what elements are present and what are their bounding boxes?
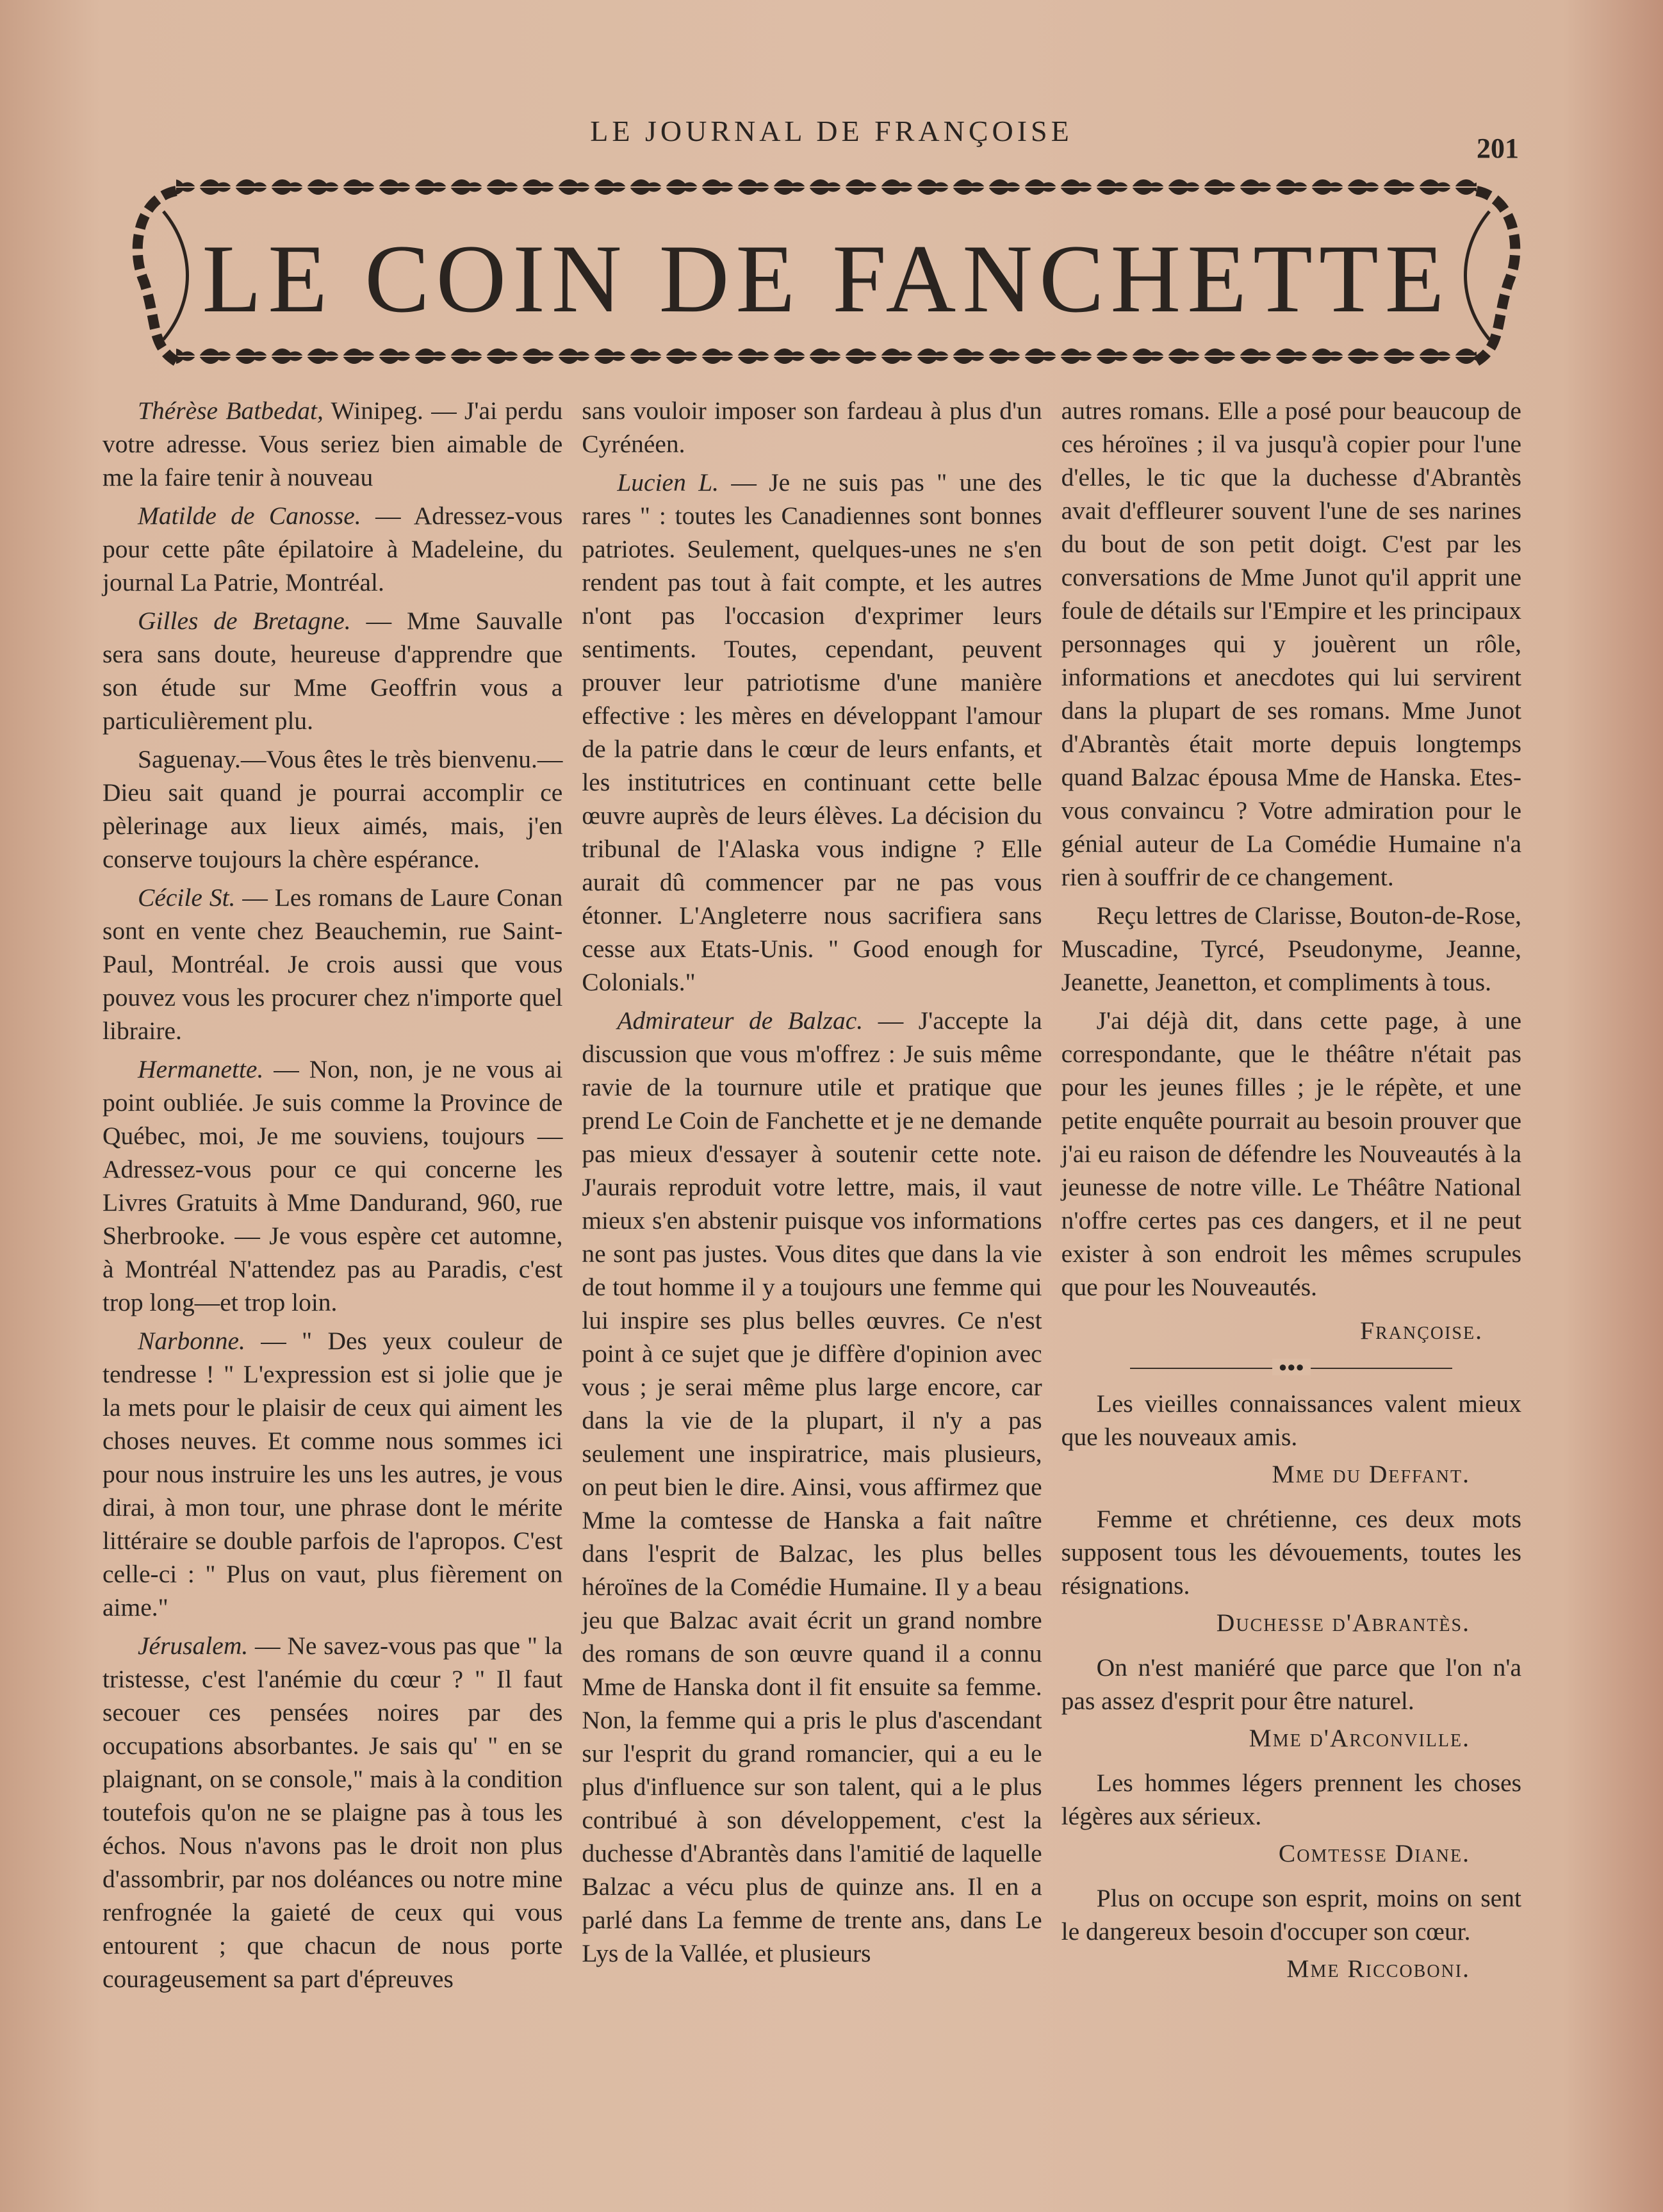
reply-paragraph: J'ai déjà dit, dans cette page, à une correspondante, que le théâtre n'était pas pour les jeunes filles ; je le répète, et une petite enquête pourrait au besoin prouver que j'ai eu raison de défendre les Nouveautés à la jeunesse de notre ville. Le Théâtre National n'offre certes pas ces dangers, et il ne peut exister à son endroit les mêmes scrupules que pour les Nouveautés. xyxy=(1061,1006,1521,1301)
reply-paragraph: Narbonne. — " Des yeux couleur de tendresse ! " L'expression est si jolie que je la mets pour le plaisir de ceux qui aiment les choses neuves. Et comme nous sommes ici pour nous instruire les uns les autres, je vous dirai, à mon tour, une phrase dont le mérite littéraire se double parfois de l'apropos. C'est celle-ci : " Plus on vaut, plus fièrement on aime." xyxy=(102,1327,563,1621)
reply-paragraph: autres romans. Elle a posé pour beaucoup de ces héroïnes ; il va jusqu'à copier pour l'une d'elles, le tic que la duchesse d'Abrantès avait d'effleurer souvent l'une de ses narines du bout de son petit doigt. C'est par les conversations de Mme Junot qu'il apprit une foule de détails sur l'Empire et les principaux personnages qui y jouèrent un rôle, informations et anecdotes qui lui servirent dans la plupart de ses romans. Mme Junot d'Abrantès était morte depuis longtemps quand Balzac épousa Mme de Hanska. Etes-vous convaincu ? Votre admiration pour le génial auteur de La Comédie Humaine n'a rien à souffrir de ce changement. xyxy=(1061,397,1521,891)
quote-text: On n'est maniéré que parce que l'on n'a pas assez d'esprit pour être naturel. xyxy=(1061,1653,1521,1715)
quote-text: Plus on occupe son esprit, moins on sent le dangereux besoin d'occuper son cœur. xyxy=(1061,1884,1521,1946)
reply-paragraph: Saguenay.—Vous êtes le très bienvenu.—Dieu sait quand je pourrai accomplir ce pèlerinage aux lieux aimés, mais, j'en conserve toujours la chère espérance. xyxy=(102,745,563,873)
column-3 xyxy=(1061,394,1521,2117)
reply-paragraph: Gilles de Bretagne. — Mme Sauvalle sera sans doute, heureuse d'apprendre que son étude sur Mme Geoffrin vous a particulièrement plu. xyxy=(102,607,563,735)
quote-author: Comtesse Diane. xyxy=(1278,1839,1470,1867)
quote-author: Mme d'Arconville. xyxy=(1249,1724,1470,1752)
ornament-divider xyxy=(1130,1359,1452,1375)
signature: Françoise. xyxy=(1360,1316,1483,1345)
reply-paragraph: Admirateur de Balzac. — J'accepte la discussion que vous m'offrez : Je suis même ravie de la tournure utile et pratique que prend Le Coin de Fanchette et je ne demande pas mieux d'essayer à soutenir cette note. J'aurais reproduit votre lettre, mais, il vaut mieux s'en abstenir puisque vos informations ne sont pas justes. Vous dites que dans la vie de tout homme il y a toujours une femme qui lui inspire ses plus belles œuvres. Ce n'est point à ce sujet que je diffère d'opinion avec vous ; je serai même plus large encore, car dans la vie de la plupart, il n'y a pas seulement une inspiratrice, mais plusieurs, on peut bien le dire. Ainsi, vous affirmez que Mme la comtesse de Hanska a fait naître dans l'esprit de Balzac, les plus belles héroïnes de la Comédie Humaine. Il y a beau jeu que Balzac avait écrit un grand nombre des romans de son œuvre quand il a connu Mme de Hanska dont il fit ensuite sa femme. Non, la femme qui a pris le plus d'ascendant sur l'esprit du grand romancier, qui a eu le plus d'influence sur son talent, qui a le plus contribué à son développement, c'est la duchesse d'Abrantès dans l'amitié de laquelle Balzac a vécu plus de quinze ans. Il en a parlé dans La femme de trente ans, dans Le Lys de la Vallée, et plusieurs xyxy=(582,1006,1042,1967)
reply-paragraph: Jérusalem. — Ne savez-vous pas que " la tristesse, c'est l'anémie du cœur ? " Il faut secouer ces pensées noires par des occupations absorbantes. Je sais qu' " en se plaignant, on se console," mais à la condition toutefois qu'on ne se plaigne pas à tous les échos. Nous n'avons pas le droit non plus d'assombrir, par nos doléances ou notre mine renfrognée la gaieté de ceux qui vous entourent ; que chacun de nous porte courageusement sa part d'épreuves xyxy=(102,1632,563,1993)
column-1 xyxy=(102,394,562,2117)
quote-author: Mme Riccoboni. xyxy=(1286,1954,1470,1983)
column-2 xyxy=(582,394,1042,2117)
title-banner xyxy=(125,173,1528,384)
quote-text: Les hommes légers prennent les choses légères aux sérieux. xyxy=(1061,1769,1521,1830)
quote-text: Les vieilles connaissances valent mieux que les nouveaux amis. xyxy=(1061,1389,1521,1451)
quote-author: Mme du Deffant. xyxy=(1272,1460,1470,1488)
reply-paragraph: Matilde de Canosse. — Adressez-vous pour cette pâte épilatoire à Madeleine, du journal La Patrie, Montréal. xyxy=(102,502,563,596)
reply-paragraph: Lucien L. — Je ne suis pas " une des rares " : toutes les Canadiennes sont bonnes patriotes. Seulement, quelques-unes ne s'en rendent pas tout à fait compte, et les autres n'ont pas l'occasion d'exprimer leurs sentiments. Toutes, cependant, peuvent prouver leur patriotisme d'une manière effective : les mères en développant l'amour de la patrie dans le cœur de leurs enfants, et les institutrices en continuant cette belle œuvre auprès de leurs élèves. La décision du tribunal de l'Alaska vous indigne ? Elle aurait dû commencer par ne pas vous étonner. L'Angleterre nous sacrifiera sans cesse aux Etats-Unis. " Good enough for Colonials." xyxy=(582,468,1042,996)
quote-author: Duchesse d'Abrantès. xyxy=(1216,1609,1470,1637)
article-columns xyxy=(102,394,1521,2117)
quote-text: Femme et chrétienne, ces deux mots supposent tous les dévouements, toutes les résignations. xyxy=(1061,1505,1521,1600)
reply-paragraph: Thérèse Batbedat, Winipeg. — J'ai perdu votre adresse. Vous seriez bien aimable de me la faire tenir à nouveau xyxy=(102,397,563,491)
dots-ornament-icon: ●●● xyxy=(1272,1359,1311,1375)
page-number: 201 xyxy=(1477,133,1519,164)
section-title: LE COIN DE FANCHETTE xyxy=(202,225,1451,332)
reply-paragraph: Hermanette. — Non, non, je ne vous ai point oubliée. Je suis comme la Province de Québec, moi, Je me souviens, toujours — Adressez-vous pour ce qui concerne les Livres Gratuits à Mme Dandurand, 960, rue Sherbrooke. — Je vous espère cet automne, à Montréal N'attendez pas au Paradis, c'est trop long—et trop loin. xyxy=(102,1055,563,1316)
reply-paragraph: sans vouloir imposer son fardeau à plus d'un Cyrénéen. xyxy=(582,397,1042,458)
reply-paragraph: Cécile St. — Les romans de Laure Conan sont en vente chez Beauchemin, rue Saint-Paul, Montréal. Je crois aussi que vous pouvez vous les procurer chez n'importe quel libraire. xyxy=(102,883,563,1045)
reply-paragraph: Reçu lettres de Clarisse, Bouton-de-Rose, Muscadine, Tyrcé, Pseudonyme, Jeanne, Jeanette, Jeanetton, et compliments à tous. xyxy=(1061,901,1521,996)
running-title: LE JOURNAL DE FRANÇOISE xyxy=(590,115,1073,147)
